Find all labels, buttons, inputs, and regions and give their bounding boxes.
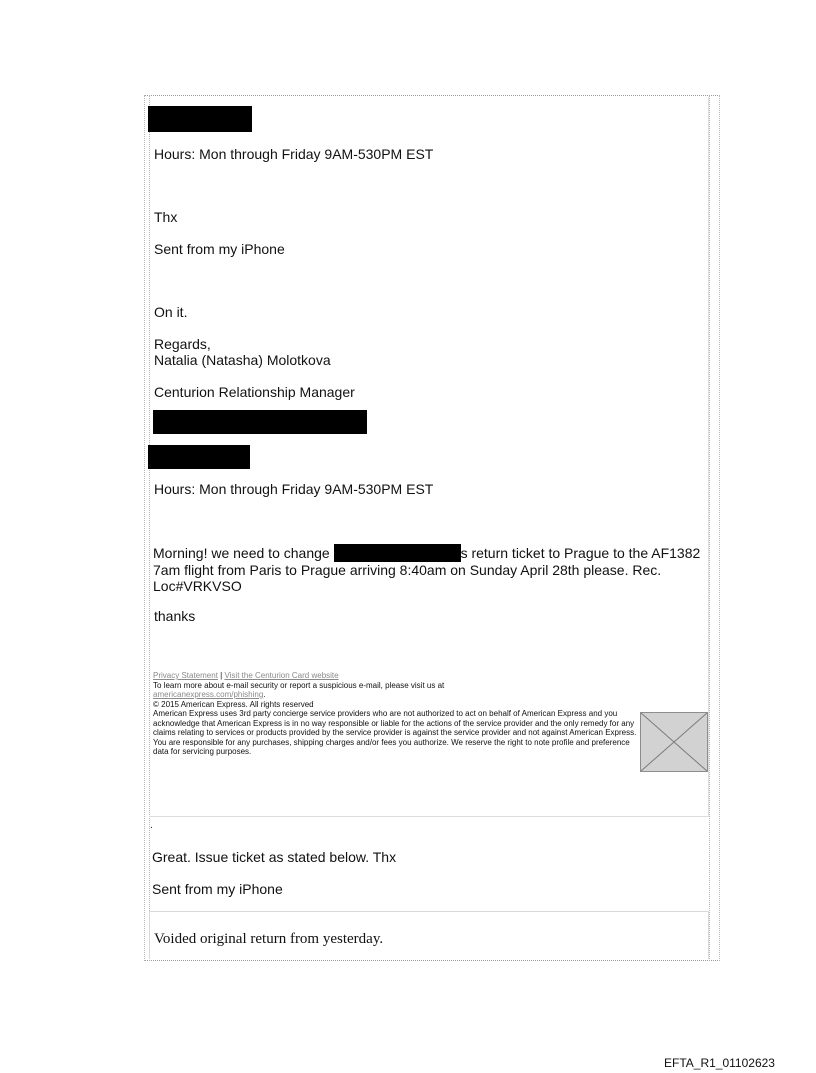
sent-from-iphone-text: Sent from my iPhone	[152, 881, 283, 897]
reply-thx-text: Thx	[154, 209, 178, 225]
hours-text: Hours: Mon through Friday 9AM-530PM EST	[154, 146, 434, 162]
phishing-link[interactable]: americanexpress.com/phishing	[153, 690, 264, 699]
amex-footer	[153, 671, 638, 757]
broken-image-icon	[640, 712, 708, 772]
security-note: To learn more about e-mail security or report a suspicious e-mail, please visit us at	[153, 680, 445, 690]
privacy-statement-link[interactable]: Privacy Statement	[153, 671, 218, 680]
redaction-block	[334, 544, 461, 562]
ticket-change-request	[153, 544, 703, 594]
redaction-block	[148, 106, 252, 132]
dot-separator: .	[150, 820, 153, 831]
copyright-text: © 2015 American Express. All rights reserved	[153, 699, 314, 709]
sent-from-iphone-text: Sent from my iPhone	[154, 241, 285, 257]
regards-text: Regards,	[154, 336, 211, 352]
disclaimer-text: American Express uses 3rd party concierge service providers who are not authorized to act on behalf of American Express and you acknowledge that American Express is in no way responsible or liable for the actions of the service provider and the only remedy for any claims relating to services or products provided by the service provider is against the service provider and not against American Express. You are responsible for any purchases, shipping charges and/or fees you authorize. We reserve the right to note profile and preference data for servicing purposes.	[153, 709, 637, 756]
on-it-text: On it.	[154, 304, 188, 320]
footer-separator: |	[217, 671, 225, 680]
sender-name: Natalia (Natasha) Molotkova	[154, 352, 331, 368]
document-id: EFTA_R1_01102623	[664, 1056, 775, 1070]
sender-title: Centurion Relationship Manager	[154, 384, 355, 400]
quoted-voided-text: Voided original return from yesterday.	[154, 931, 384, 947]
redaction-block	[153, 410, 367, 434]
redaction-block	[148, 445, 250, 469]
hours-text: Hours: Mon through Friday 9AM-530PM EST	[154, 481, 434, 497]
frame-right-border	[709, 95, 720, 961]
centurion-website-link[interactable]: Visit the Centurion Card website	[224, 671, 339, 680]
phishing-suffix: .	[263, 690, 266, 699]
request-text-end: s return ticket to Prague to the AF1382 7am flight from Paris to Prague arriving 8:40am on Sunday April 28th please. Rec. Loc#VRKVSO	[153, 545, 701, 594]
request-text-start: Morning! we need to change	[153, 545, 334, 561]
thanks-text: thanks	[154, 608, 196, 624]
reply-great-text: Great. Issue ticket as stated below. Thx	[152, 849, 397, 865]
